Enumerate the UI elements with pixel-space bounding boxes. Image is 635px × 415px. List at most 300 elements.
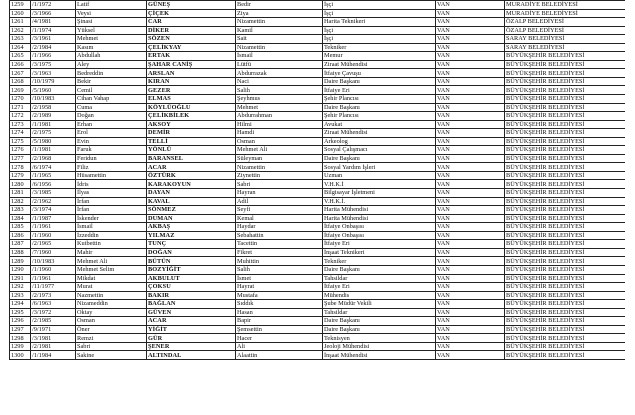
birth-date-cell: /6/1963 <box>31 300 76 309</box>
row-number-cell: 1265 <box>10 52 31 61</box>
row-number-cell: 1274 <box>10 129 31 138</box>
last-name-cell: GEZER <box>147 86 236 95</box>
position-cell: Harita Teknikeri <box>323 18 436 27</box>
birth-date-cell: /1/1984 <box>31 351 76 360</box>
father-name-cell: Abdurrazak <box>236 69 323 78</box>
table-row <box>10 77 626 86</box>
position-cell: İşçi <box>323 1 436 10</box>
father-name-cell: Lütfü <box>236 60 323 69</box>
last-name-cell: GÜVEN <box>147 308 236 317</box>
city-cell: VAN <box>436 9 505 18</box>
position-cell: Şehir Plancısı <box>323 112 436 121</box>
institution-cell: BÜYÜKŞEHİR BELEDİYESİ <box>505 146 626 155</box>
position-cell: Tahsildar <box>323 274 436 283</box>
father-name-cell: Fikret <box>236 248 323 257</box>
table-row <box>10 112 626 121</box>
last-name-cell: ACAR <box>147 163 236 172</box>
birth-date-cell: /3/1966 <box>31 9 76 18</box>
city-cell: VAN <box>436 103 505 112</box>
city-cell: VAN <box>436 95 505 104</box>
birth-date-cell: /9/1971 <box>31 325 76 334</box>
birth-date-cell: /2/1965 <box>31 240 76 249</box>
last-name-cell: CAR <box>147 18 236 27</box>
last-name-cell: ERTAK <box>147 52 236 61</box>
position-cell: Daire Başkanı <box>323 265 436 274</box>
father-name-cell: Kemal <box>236 214 323 223</box>
row-number-cell: 1296 <box>10 317 31 326</box>
row-number-cell: 1294 <box>10 300 31 309</box>
institution-cell: BÜYÜKŞEHİR BELEDİYESİ <box>505 120 626 129</box>
institution-cell: BÜYÜKŞEHİR BELEDİYESİ <box>505 189 626 198</box>
father-name-cell: Nizamettin <box>236 18 323 27</box>
table-row <box>10 1 626 10</box>
table-row <box>10 171 626 180</box>
row-number-cell: 1281 <box>10 189 31 198</box>
table-row <box>10 317 626 326</box>
row-number-cell: 1291 <box>10 274 31 283</box>
city-cell: VAN <box>436 291 505 300</box>
city-cell: VAN <box>436 265 505 274</box>
birth-date-cell: /3/1972 <box>31 308 76 317</box>
father-name-cell: Abdurrahman <box>236 112 323 121</box>
position-cell: Tekniker <box>323 43 436 52</box>
birth-date-cell: /3/1981 <box>31 334 76 343</box>
birth-date-cell: /1/1961 <box>31 274 76 283</box>
row-number-cell: 1293 <box>10 291 31 300</box>
city-cell: VAN <box>436 43 505 52</box>
city-cell: VAN <box>436 171 505 180</box>
table-row <box>10 334 626 343</box>
table-row <box>10 69 626 78</box>
city-cell: VAN <box>436 223 505 232</box>
father-name-cell: Naci <box>236 77 323 86</box>
first-name-cell: Kutbettin <box>76 240 147 249</box>
row-number-cell: 1288 <box>10 248 31 257</box>
position-cell: İtfaiye Eri <box>323 283 436 292</box>
position-cell: Daire Başkanı <box>323 154 436 163</box>
table-row <box>10 342 626 351</box>
first-name-cell: Şinasi <box>76 18 147 27</box>
last-name-cell: ALTINDAL <box>147 351 236 360</box>
last-name-cell: ŞAHAR CANİŞ <box>147 60 236 69</box>
first-name-cell: İsmail <box>76 223 147 232</box>
table-row <box>10 300 626 309</box>
birth-date-cell: /10/1979 <box>31 77 76 86</box>
first-name-cell: Oktay <box>76 308 147 317</box>
table-row <box>10 35 626 44</box>
first-name-cell: İrfan <box>76 206 147 215</box>
first-name-cell: İdris <box>76 180 147 189</box>
first-name-cell: Cuma <box>76 103 147 112</box>
first-name-cell: İlyas <box>76 189 147 198</box>
first-name-cell: Murat <box>76 283 147 292</box>
institution-cell: BÜYÜKŞEHİR BELEDİYESİ <box>505 342 626 351</box>
birth-date-cell: /2/1984 <box>31 43 76 52</box>
city-cell: VAN <box>436 248 505 257</box>
institution-cell: BÜYÜKŞEHİR BELEDİYESİ <box>505 317 626 326</box>
birth-date-cell: /1/1974 <box>31 26 76 35</box>
position-cell: V.H.K.İ <box>323 180 436 189</box>
table-row <box>10 206 626 215</box>
father-name-cell: Sait <box>236 35 323 44</box>
table-row <box>10 231 626 240</box>
father-name-cell: Ziya <box>236 9 323 18</box>
first-name-cell: Kasım <box>76 43 147 52</box>
birth-date-cell: /2/1989 <box>31 112 76 121</box>
last-name-cell: DUMAN <box>147 214 236 223</box>
first-name-cell: Faruk <box>76 146 147 155</box>
position-cell: Daire Başkanı <box>323 325 436 334</box>
last-name-cell: TELLİ <box>147 137 236 146</box>
last-name-cell: ARSLAN <box>147 69 236 78</box>
city-cell: VAN <box>436 317 505 326</box>
table-row <box>10 43 626 52</box>
father-name-cell: Mehmet <box>236 103 323 112</box>
first-name-cell: Nazmettin <box>76 291 147 300</box>
row-number-cell: 1295 <box>10 308 31 317</box>
position-cell: İnşaat Mühendisi <box>323 351 436 360</box>
father-name-cell: Süleyman <box>236 154 323 163</box>
row-number-cell: 1290 <box>10 265 31 274</box>
birth-date-cell: /1/1981 <box>31 146 76 155</box>
last-name-cell: YİĞİT <box>147 325 236 334</box>
last-name-cell: ÇİÇEK <box>147 9 236 18</box>
city-cell: VAN <box>436 274 505 283</box>
father-name-cell: Nizamettin <box>236 163 323 172</box>
row-number-cell: 1268 <box>10 77 31 86</box>
birth-date-cell: /7/1960 <box>31 248 76 257</box>
table-row <box>10 9 626 18</box>
position-cell: Bilgisayar İşletmeni <box>323 189 436 198</box>
last-name-cell: AKBULUT <box>147 274 236 283</box>
first-name-cell: Yüksel <box>76 26 147 35</box>
birth-date-cell: /1/1981 <box>31 120 76 129</box>
table-row <box>10 103 626 112</box>
institution-cell: BÜYÜKŞEHİR BELEDİYESİ <box>505 206 626 215</box>
city-cell: VAN <box>436 197 505 206</box>
institution-cell: BÜYÜKŞEHİR BELEDİYESİ <box>505 112 626 121</box>
last-name-cell: ŞENER <box>147 342 236 351</box>
position-cell: Sosyal Yardım İşleri <box>323 163 436 172</box>
position-cell: Tahsildar <box>323 308 436 317</box>
table-row <box>10 129 626 138</box>
first-name-cell: Cihan Vahap <box>76 95 147 104</box>
father-name-cell: Adil <box>236 197 323 206</box>
institution-cell: BÜYÜKŞEHİR BELEDİYESİ <box>505 240 626 249</box>
city-cell: VAN <box>436 342 505 351</box>
first-name-cell: Latif <box>76 1 147 10</box>
father-name-cell: Hasan <box>236 308 323 317</box>
birth-date-cell: /2/1975 <box>31 129 76 138</box>
father-name-cell: Bapir <box>236 317 323 326</box>
row-number-cell: 1298 <box>10 334 31 343</box>
city-cell: VAN <box>436 257 505 266</box>
position-cell: Daire Başkanı <box>323 77 436 86</box>
last-name-cell: ACAR <box>147 317 236 326</box>
row-number-cell: 1285 <box>10 223 31 232</box>
position-cell: Ziraat Mühendisi <box>323 129 436 138</box>
position-cell: İtfaiye Onbaşısı <box>323 231 436 240</box>
first-name-cell: Mehmet <box>76 35 147 44</box>
institution-cell: SARAY BELEDİYESİ <box>505 35 626 44</box>
institution-cell: BÜYÜKŞEHİR BELEDİYESİ <box>505 77 626 86</box>
birth-date-cell: /1/1961 <box>31 223 76 232</box>
table-row <box>10 163 626 172</box>
city-cell: VAN <box>436 334 505 343</box>
institution-cell: BÜYÜKŞEHİR BELEDİYESİ <box>505 154 626 163</box>
father-name-cell: Ali <box>236 342 323 351</box>
city-cell: VAN <box>436 137 505 146</box>
birth-date-cell: /3/1985 <box>31 189 76 198</box>
last-name-cell: KAVAL <box>147 197 236 206</box>
last-name-cell: BARANSEL <box>147 154 236 163</box>
document-page <box>9 0 625 412</box>
father-name-cell: Nizamettin <box>236 43 323 52</box>
row-number-cell: 1261 <box>10 18 31 27</box>
father-name-cell: Salih <box>236 86 323 95</box>
position-cell: Şehir Plancısı <box>323 95 436 104</box>
position-cell: İtfaiye Eri <box>323 86 436 95</box>
last-name-cell: DOĞAN <box>147 248 236 257</box>
institution-cell: BÜYÜKŞEHİR BELEDİYESİ <box>505 129 626 138</box>
last-name-cell: GÜR <box>147 334 236 343</box>
last-name-cell: ELMAS <box>147 95 236 104</box>
row-number-cell: 1259 <box>10 1 31 10</box>
father-name-cell: Hacer <box>236 334 323 343</box>
first-name-cell: Mehmet Ali <box>76 257 147 266</box>
row-number-cell: 1263 <box>10 35 31 44</box>
father-name-cell: Hamdi <box>236 129 323 138</box>
position-cell: Tekniker <box>323 257 436 266</box>
city-cell: VAN <box>436 1 505 10</box>
city-cell: VAN <box>436 52 505 61</box>
city-cell: VAN <box>436 69 505 78</box>
position-cell: Sosyal Çalışmacı <box>323 146 436 155</box>
father-name-cell: Hayrat <box>236 283 323 292</box>
table-row <box>10 180 626 189</box>
city-cell: VAN <box>436 146 505 155</box>
position-cell: Ziraat Mühendisi <box>323 60 436 69</box>
row-number-cell: 1275 <box>10 137 31 146</box>
first-name-cell: Remzi <box>76 334 147 343</box>
father-name-cell: Salih <box>236 265 323 274</box>
position-cell: Teknisyen <box>323 334 436 343</box>
table-row <box>10 274 626 283</box>
row-number-cell: 1284 <box>10 214 31 223</box>
first-name-cell: Filiz <box>76 163 147 172</box>
row-number-cell: 1272 <box>10 112 31 121</box>
first-name-cell: Nizameddin <box>76 300 147 309</box>
position-cell: Harita Mühendisi <box>323 214 436 223</box>
institution-cell: BÜYÜKŞEHİR BELEDİYESİ <box>505 214 626 223</box>
institution-cell: BÜYÜKŞEHİR BELEDİYESİ <box>505 257 626 266</box>
row-number-cell: 1276 <box>10 146 31 155</box>
position-cell: Daire Başkanı <box>323 103 436 112</box>
institution-cell: BÜYÜKŞEHİR BELEDİYESİ <box>505 248 626 257</box>
father-name-cell: Hayran <box>236 189 323 198</box>
first-name-cell: İrfan <box>76 197 147 206</box>
birth-date-cell: /5/1960 <box>31 86 76 95</box>
last-name-cell: YÖNLÜ <box>147 146 236 155</box>
table-row <box>10 257 626 266</box>
row-number-cell: 1280 <box>10 180 31 189</box>
city-cell: VAN <box>436 325 505 334</box>
last-name-cell: BAKIR <box>147 291 236 300</box>
position-cell: Uzman <box>323 171 436 180</box>
first-name-cell: Cemil <box>76 86 147 95</box>
birth-date-cell: /2/1973 <box>31 291 76 300</box>
last-name-cell: ÇELİKBİLEK <box>147 112 236 121</box>
birth-date-cell: /3/1975 <box>31 60 76 69</box>
birth-date-cell: /11/1977 <box>31 283 76 292</box>
first-name-cell: Veysi <box>76 9 147 18</box>
city-cell: VAN <box>436 129 505 138</box>
last-name-cell: SÖZEN <box>147 35 236 44</box>
last-name-cell: KÖYLÜOĞLU <box>147 103 236 112</box>
institution-cell: BÜYÜKŞEHİR BELEDİYESİ <box>505 231 626 240</box>
last-name-cell: YILMAZ <box>147 231 236 240</box>
row-number-cell: 1271 <box>10 103 31 112</box>
row-number-cell: 1279 <box>10 171 31 180</box>
city-cell: VAN <box>436 231 505 240</box>
last-name-cell: BÜTÜN <box>147 257 236 266</box>
birth-date-cell: /1/1965 <box>31 171 76 180</box>
row-number-cell: 1262 <box>10 26 31 35</box>
last-name-cell: AKBAŞ <box>147 223 236 232</box>
institution-cell: BÜYÜKŞEHİR BELEDİYESİ <box>505 52 626 61</box>
father-name-cell: Şeyhmus <box>236 95 323 104</box>
institution-cell: BÜYÜKŞEHİR BELEDİYESİ <box>505 223 626 232</box>
position-cell: Mühendis <box>323 291 436 300</box>
birth-date-cell: /6/1974 <box>31 163 76 172</box>
city-cell: VAN <box>436 308 505 317</box>
table-row <box>10 52 626 61</box>
first-name-cell: Hüsamettin <box>76 171 147 180</box>
institution-cell: BÜYÜKŞEHİR BELEDİYESİ <box>505 137 626 146</box>
last-name-cell: KARAKOYUN <box>147 180 236 189</box>
birth-date-cell: /3/1974 <box>31 206 76 215</box>
table-row <box>10 60 626 69</box>
row-number-cell: 1273 <box>10 120 31 129</box>
table-row <box>10 120 626 129</box>
institution-cell: BÜYÜKŞEHİR BELEDİYESİ <box>505 69 626 78</box>
city-cell: VAN <box>436 26 505 35</box>
father-name-cell: Sabri <box>236 180 323 189</box>
first-name-cell: Sabri <box>76 342 147 351</box>
birth-date-cell: /2/1958 <box>31 103 76 112</box>
table-row <box>10 26 626 35</box>
city-cell: VAN <box>436 180 505 189</box>
first-name-cell: Feridun <box>76 154 147 163</box>
first-name-cell: Bedreddin <box>76 69 147 78</box>
first-name-cell: Abdullah <box>76 52 147 61</box>
last-name-cell: DAYAN <box>147 189 236 198</box>
birth-date-cell: /3/1961 <box>31 35 76 44</box>
institution-cell: BÜYÜKŞEHİR BELEDİYESİ <box>505 171 626 180</box>
position-cell: Avukat <box>323 120 436 129</box>
institution-cell: BÜYÜKŞEHİR BELEDİYESİ <box>505 197 626 206</box>
city-cell: VAN <box>436 112 505 121</box>
birth-date-cell: /1/1960 <box>31 265 76 274</box>
first-name-cell: Bekir <box>76 77 147 86</box>
table-row <box>10 325 626 334</box>
table-row <box>10 95 626 104</box>
institution-cell: BÜYÜKŞEHİR BELEDİYESİ <box>505 95 626 104</box>
institution-cell: BÜYÜKŞEHİR BELEDİYESİ <box>505 291 626 300</box>
city-cell: VAN <box>436 154 505 163</box>
last-name-cell: GÜNEŞ <box>147 1 236 10</box>
row-number-cell: 1264 <box>10 43 31 52</box>
table-row <box>10 248 626 257</box>
institution-cell: BÜYÜKŞEHİR BELEDİYESİ <box>505 60 626 69</box>
table-row <box>10 137 626 146</box>
position-cell: İtfaiye Eri <box>323 240 436 249</box>
birth-date-cell: /1/1960 <box>31 231 76 240</box>
father-name-cell: Haydar <box>236 223 323 232</box>
birth-date-cell: /1/1987 <box>31 214 76 223</box>
table-row <box>10 214 626 223</box>
position-cell: İnşaat Teknikeri <box>323 248 436 257</box>
city-cell: VAN <box>436 351 505 360</box>
table-row <box>10 291 626 300</box>
position-cell: İşçi <box>323 35 436 44</box>
institution-cell: BÜYÜKŞEHİR BELEDİYESİ <box>505 283 626 292</box>
city-cell: VAN <box>436 35 505 44</box>
table-row <box>10 146 626 155</box>
city-cell: VAN <box>436 240 505 249</box>
institution-cell: BÜYÜKŞEHİR BELEDİYESİ <box>505 86 626 95</box>
table-row <box>10 154 626 163</box>
row-number-cell: 1286 <box>10 231 31 240</box>
father-name-cell: Alaattin <box>236 351 323 360</box>
row-number-cell: 1282 <box>10 197 31 206</box>
row-number-cell: 1267 <box>10 69 31 78</box>
institution-cell: BÜYÜKŞEHİR BELEDİYESİ <box>505 163 626 172</box>
first-name-cell: İzzeddin <box>76 231 147 240</box>
row-number-cell: 1283 <box>10 206 31 215</box>
birth-date-cell: /6/1956 <box>31 180 76 189</box>
birth-date-cell: /2/1981 <box>31 342 76 351</box>
father-name-cell: Mustafa <box>236 291 323 300</box>
father-name-cell: Şemsettin <box>236 325 323 334</box>
last-name-cell: SÖNMEZ <box>147 206 236 215</box>
father-name-cell: Tacettin <box>236 240 323 249</box>
last-name-cell: BOZYİĞİT <box>147 265 236 274</box>
institution-cell: SARAY BELEDİYESİ <box>505 43 626 52</box>
city-cell: VAN <box>436 86 505 95</box>
father-name-cell: Mehmet Ali <box>236 146 323 155</box>
institution-cell: BÜYÜKŞEHİR BELEDİYESİ <box>505 325 626 334</box>
first-name-cell: Mikdat <box>76 274 147 283</box>
birth-date-cell: /1/1966 <box>31 52 76 61</box>
birth-date-cell: /2/1985 <box>31 317 76 326</box>
birth-date-cell: /10/1983 <box>31 95 76 104</box>
institution-cell: BÜYÜKŞEHİR BELEDİYESİ <box>505 308 626 317</box>
row-number-cell: 1269 <box>10 86 31 95</box>
birth-date-cell: /4/1981 <box>31 18 76 27</box>
row-number-cell: 1299 <box>10 342 31 351</box>
table-row <box>10 189 626 198</box>
position-cell: İtfaiye Onbaşısı <box>323 223 436 232</box>
table-body <box>10 1 626 360</box>
row-number-cell: 1289 <box>10 257 31 266</box>
birth-date-cell: /2/1962 <box>31 197 76 206</box>
birth-date-cell: /5/1980 <box>31 137 76 146</box>
table-row <box>10 351 626 360</box>
city-cell: VAN <box>436 206 505 215</box>
position-cell: İşçi <box>323 9 436 18</box>
position-cell: Jeoloji Mühendisi <box>323 342 436 351</box>
